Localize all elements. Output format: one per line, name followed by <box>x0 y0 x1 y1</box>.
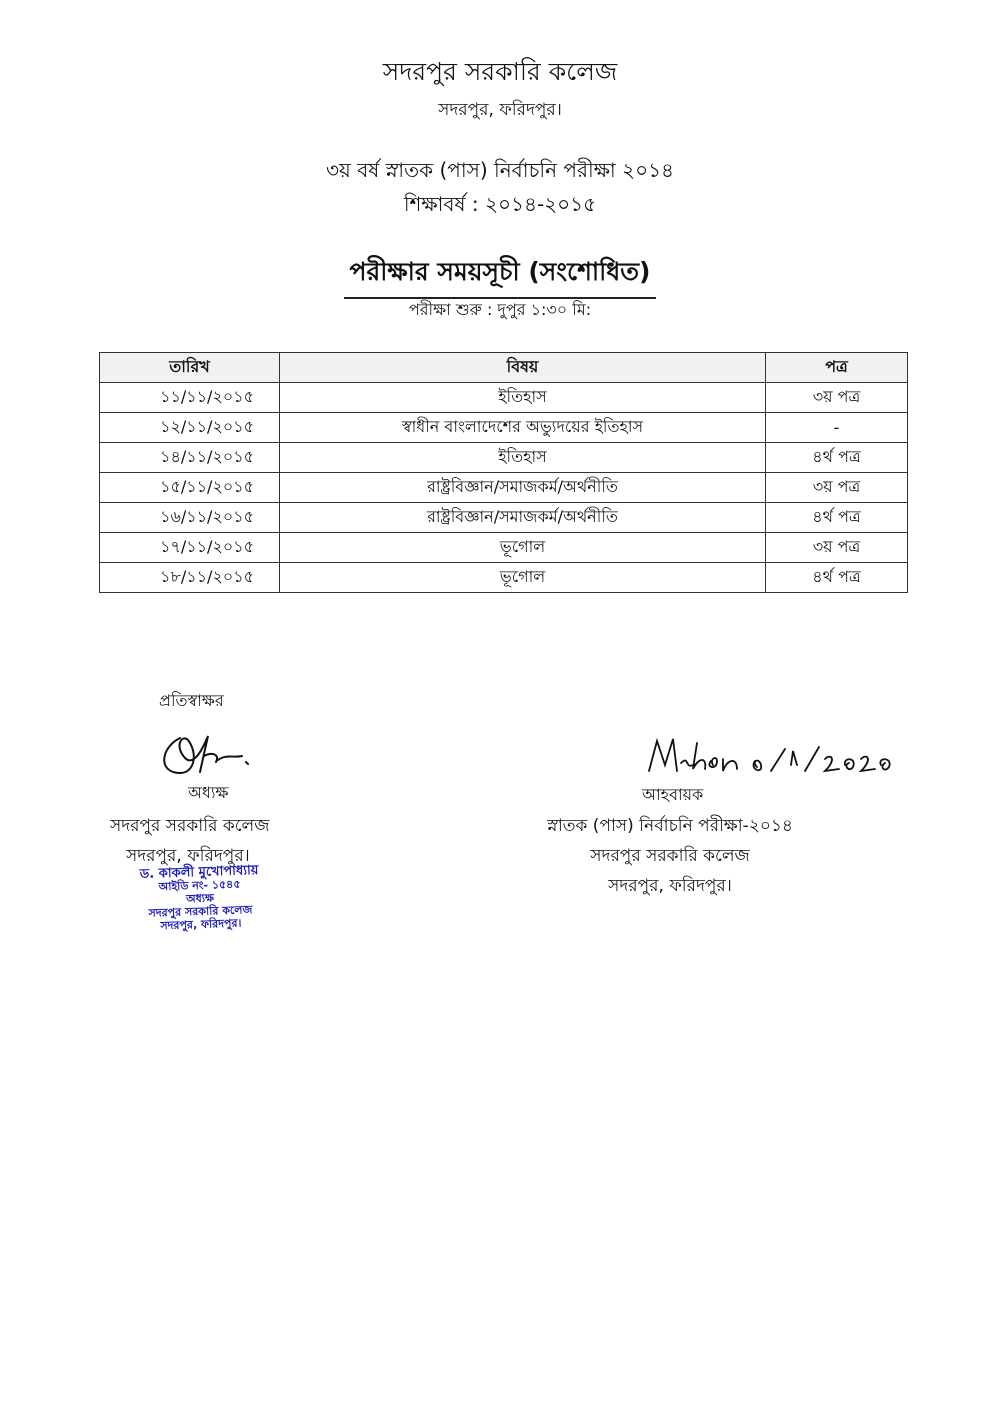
header-date: তারিখ <box>100 353 280 383</box>
row-subject: ভূগোল <box>280 563 766 593</box>
schedule-title: পরীক্ষার সময়সূচী (সংশোধিত) <box>344 252 657 299</box>
stamp-id: আইডি নং- ১৫৪৫ <box>158 877 241 894</box>
table-row <box>100 383 908 413</box>
row-subject: রাষ্ট্রবিজ্ঞান/সমাজকর্ম/অর্থনীতি <box>280 473 766 503</box>
row-date: ১৫/১১/২০১৫ <box>100 473 280 503</box>
row-paper: ৩য় পত্র <box>766 383 908 413</box>
academic-year: শিক্ষাবর্ষ : ২০১৪-২০১৫ <box>403 192 597 216</box>
table-row <box>100 533 908 563</box>
row-subject: স্বাধীন বাংলাদেশের অভ্যুদয়ের ইতিহাস <box>280 413 766 443</box>
exam-start-time: পরীক্ষা শুরু : দুপুর ১:৩০ মি: <box>408 300 592 319</box>
schedule-table <box>99 352 908 593</box>
table-row <box>100 443 908 473</box>
row-paper: ৪র্থ পত্র <box>766 563 908 593</box>
table-row <box>100 563 908 593</box>
principal-location: সদরপুর, ফরিদপুর। <box>126 846 250 866</box>
college-name: সদরপুর সরকারি কলেজ <box>382 57 618 86</box>
convenor-committee: স্নাতক (পাস) নির্বাচনি পরীক্ষা-২০১৪ <box>547 816 793 836</box>
convenor-title: আহবায়ক <box>642 785 704 804</box>
row-paper: ৪র্থ পত্র <box>766 443 908 473</box>
stamp-name: ড. কাকলী মুখোপাধ্যায় <box>139 862 259 883</box>
college-location: সদরপুর, ফরিদপুর। <box>438 100 562 120</box>
row-subject: ইতিহাস <box>280 383 766 413</box>
row-date: ১১/১১/২০১৫ <box>100 383 280 413</box>
convenor-college: সদরপুর সরকারি কলেজ <box>590 846 750 866</box>
stamp-college: সদরপুর সরকারি কলেজ <box>148 903 253 920</box>
principal-signature-icon <box>150 728 260 783</box>
stamp-location: সদরপুর, ফরিদপুর। <box>160 916 242 933</box>
table-row <box>100 473 908 503</box>
row-date: ১৭/১১/২০১৫ <box>100 533 280 563</box>
row-date: ১৮/১১/২০১৫ <box>100 563 280 593</box>
header-subject: বিষয় <box>280 353 766 383</box>
row-date: ১৪/১১/২০১৫ <box>100 443 280 473</box>
table-header-row <box>100 353 908 383</box>
row-paper: ৩য় পত্র <box>766 533 908 563</box>
row-paper: ৪র্থ পত্র <box>766 503 908 533</box>
table-row <box>100 413 908 443</box>
row-date: ১৬/১১/২০১৫ <box>100 503 280 533</box>
schedule-title-wrapper <box>0 252 1000 299</box>
principal-college: সদরপুর সরকারি কলেজ <box>110 816 270 836</box>
row-paper: - <box>766 413 908 443</box>
table-row <box>100 503 908 533</box>
stamp-title: অধ্যক্ষ <box>185 891 215 906</box>
countersign-label: প্রতিস্বাক্ষর <box>159 691 224 710</box>
exam-title: ৩য় বর্ষ স্নাতক (পাস) নির্বাচনি পরীক্ষা ২০১৪ <box>325 158 675 182</box>
row-subject: রাষ্ট্রবিজ্ঞান/সমাজকর্ম/অর্থনীতি <box>280 503 766 533</box>
row-subject: ইতিহাস <box>280 443 766 473</box>
principal-title: অধ্যক্ষ <box>188 783 229 802</box>
principal-stamp <box>94 862 306 934</box>
convenor-location: সদরপুর, ফরিদপুর। <box>608 876 732 896</box>
convenor-signature-icon <box>645 735 915 785</box>
header-paper: পত্র <box>766 353 908 383</box>
row-paper: ৩য় পত্র <box>766 473 908 503</box>
row-subject: ভূগোল <box>280 533 766 563</box>
row-date: ১২/১১/২০১৫ <box>100 413 280 443</box>
